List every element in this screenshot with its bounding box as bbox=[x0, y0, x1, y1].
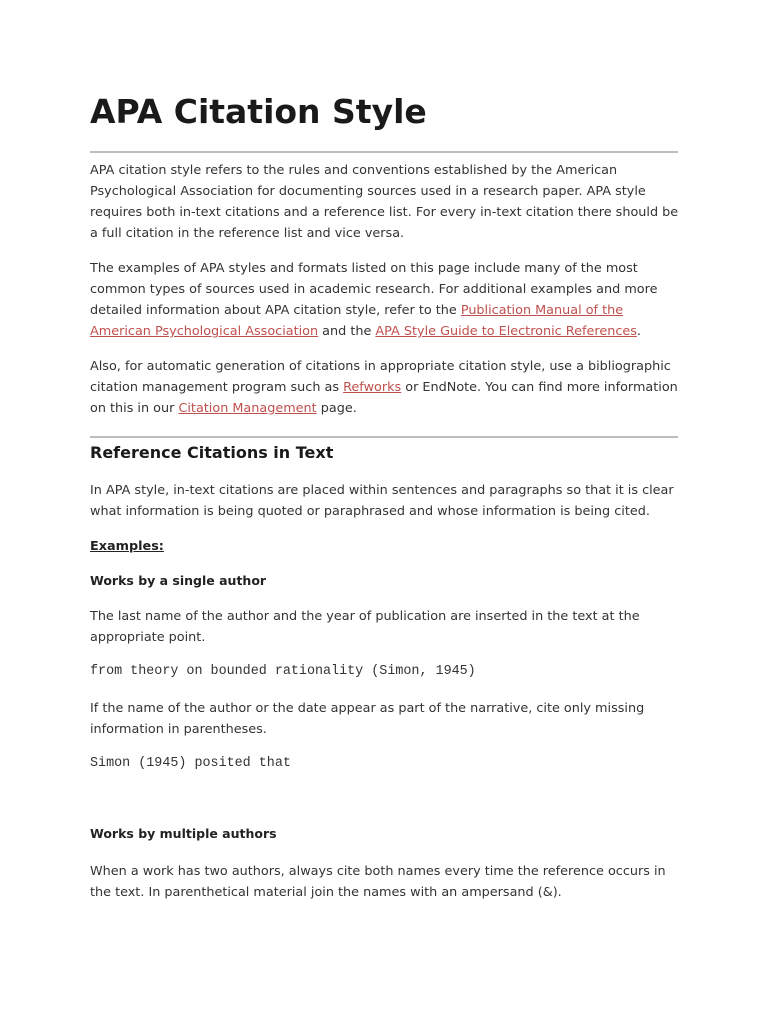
refworks-link[interactable]: Refworks bbox=[343, 380, 402, 395]
intro-p2-text-after: . bbox=[636, 324, 641, 339]
intro-paragraph-3 bbox=[90, 356, 680, 419]
single-author-heading: Works by a single author bbox=[90, 573, 267, 588]
section-divider bbox=[90, 436, 678, 438]
examples-label: Examples: bbox=[90, 539, 164, 554]
section-intro-paragraph: In APA style, in-text citations are placed within sentences and paragraphs so that it is clear what information is being quoted or paraphrased and whose information is being cited. bbox=[90, 483, 674, 519]
publication-manual-link[interactable]: Publication Manual of the American Psychological Association bbox=[90, 303, 624, 339]
section-heading: Reference Citations in Text bbox=[90, 443, 334, 462]
citation-management-link[interactable]: Citation Management bbox=[178, 401, 317, 416]
intro-p3-text-before: Also, for automatic generation of citations in appropriate citation style, use a bibliographic citation management program such as bbox=[90, 359, 671, 395]
intro-p2-text-before: The examples of APA styles and formats listed on this page include many of the most common types of sources used in academic research. For additional examples and more detailed information about APA citation style, refer to the bbox=[90, 261, 658, 318]
intro-p3-text-middle: or EndNote. You can find more information on this in our bbox=[90, 380, 678, 416]
intro-p3-text-after: page. bbox=[316, 401, 357, 416]
title-divider bbox=[90, 151, 678, 153]
single-author-paragraph-1: The last name of the author and the year of publication are inserted in the text at the appropriate point. bbox=[90, 609, 640, 645]
intro-paragraph-1: APA citation style refers to the rules and conventions established by the American Psychological Association for documenting sources used in a research paper. APA style requires both in-text citations and a reference list. For every in-text citation there should be a full citation in the reference list and vice versa. bbox=[90, 163, 679, 241]
multiple-authors-paragraph-1: When a work has two authors, always cite both names every time the reference occurs in the text. In parenthetical material join the names with an ampersand (&). bbox=[90, 864, 666, 900]
apa-style-guide-link[interactable]: APA Style Guide to Electronic References bbox=[375, 324, 637, 339]
multiple-authors-heading: Works by multiple authors bbox=[90, 826, 277, 841]
intro-p2-text-middle: and the bbox=[318, 324, 376, 339]
intro-paragraph-2 bbox=[90, 258, 680, 342]
single-author-code-example-2: Simon (1945) posited that bbox=[90, 756, 291, 771]
single-author-code-example-1: from theory on bounded rationality (Simon, 1945) bbox=[90, 664, 476, 679]
page-title: APA Citation Style bbox=[90, 92, 427, 131]
single-author-paragraph-2: If the name of the author or the date appear as part of the narrative, cite only missing information in parentheses. bbox=[90, 701, 645, 737]
